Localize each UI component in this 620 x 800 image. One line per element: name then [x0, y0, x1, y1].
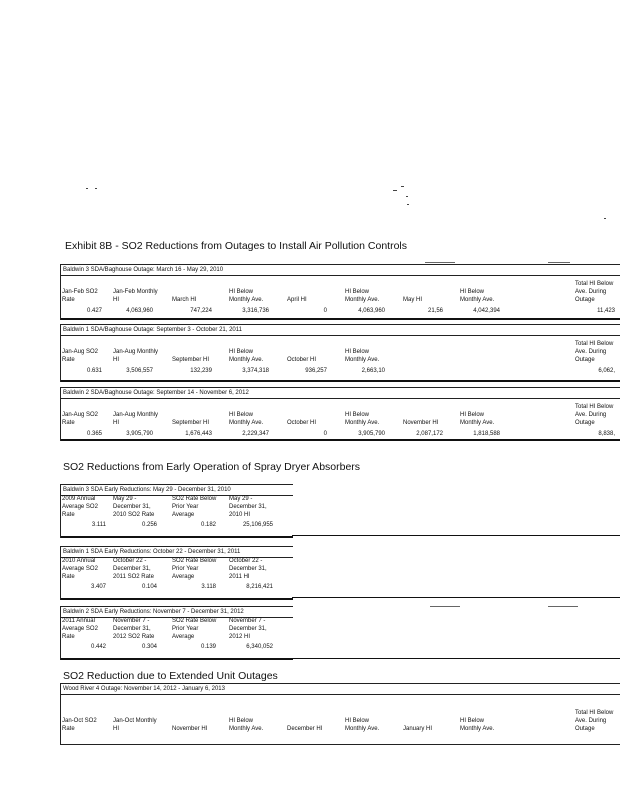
table-cell: 11,423 — [597, 308, 615, 314]
column-header: HI Below Monthly Ave. — [345, 718, 380, 732]
table-cell: 0.365 — [86, 431, 102, 437]
table-cell: 4,063,960 — [126, 308, 153, 314]
exhibit-title: Exhibit 8B - SO2 Reductions from Outages to Install Air Pollution Controls — [65, 240, 407, 252]
block-bottom-bar — [61, 598, 293, 600]
table-cell: 3,374,318 — [242, 368, 269, 374]
column-header: 2009 Annual Average SO2 Rate — [62, 496, 98, 518]
block-rule — [548, 606, 578, 607]
column-header: HI Below Monthly Ave. — [229, 349, 264, 363]
column-header: HI Below Monthly Ave. — [460, 289, 495, 303]
block-header: Baldwin 2 SDA/Baghouse Outage: September 14 - November 6, 2012 — [61, 388, 620, 399]
column-header: Jan-Aug SO2 Rate — [62, 349, 99, 363]
scan-speck — [95, 188, 97, 189]
table-cell: 0 — [323, 431, 327, 437]
column-header: Jan-Oct Monthly HI — [113, 718, 157, 732]
table-cell: 25,106,955 — [242, 522, 273, 528]
table-cell: 132,239 — [190, 368, 212, 374]
column-header: November 7 - December 31, 2012 SO2 Rate — [113, 618, 155, 640]
column-header: HI Below Monthly Ave. — [229, 412, 264, 426]
table-cell: 8,216,421 — [246, 584, 273, 590]
table-cell: 0.256 — [141, 522, 157, 528]
column-header: December HI — [287, 726, 323, 732]
table-cell: 2,087,172 — [416, 431, 443, 437]
column-header: Total HI Below Ave. During Outage — [575, 341, 614, 363]
table-cell: 2,663,10 — [361, 368, 385, 374]
block-header: Wood River 4 Outage: November 14, 2012 - January 6, 2013 — [61, 684, 620, 695]
table-cell: 3.111 — [91, 522, 106, 528]
column-header: Jan-Feb SO2 Rate — [62, 289, 98, 303]
column-header: September HI — [172, 420, 210, 426]
table-cell: 3,905,790 — [126, 431, 153, 437]
table-cell: 3,316,736 — [242, 308, 269, 314]
column-header: Total HI Below Ave. During Outage — [575, 404, 614, 426]
column-header: May 29 - December 31, 2010 SO2 Rate — [113, 496, 155, 518]
table-cell: 747,224 — [190, 308, 212, 314]
table-cell: 1,676,443 — [185, 431, 212, 437]
column-header: 2011 Annual Average SO2 Rate — [62, 618, 98, 640]
column-header: 2010 Annual Average SO2 Rate — [62, 558, 98, 580]
section2-title: SO2 Reductions from Early Operation of Spray Dryer Absorbers — [63, 461, 361, 473]
block-bottom-bar — [61, 658, 293, 660]
column-header: SO2 Rate Below Prior Year Average — [172, 496, 217, 518]
column-header: HI Below Monthly Ave. — [460, 718, 495, 732]
table-cell: 0.139 — [200, 644, 216, 650]
column-header: Jan-Aug Monthly HI — [113, 349, 159, 363]
column-header: September HI — [172, 357, 210, 363]
extended-block — [60, 683, 620, 745]
block-header: Baldwin 1 SDA Early Reductions: October 22 - December 31, 2011 — [61, 547, 293, 558]
section3-title: SO2 Reduction due to Extended Unit Outages — [63, 670, 278, 682]
column-header: HI Below Monthly Ave. — [345, 349, 380, 363]
column-header: HI Below Monthly Ave. — [460, 412, 495, 426]
table-cell: 4,063,960 — [358, 308, 385, 314]
block-header: Baldwin 3 SDA/Baghouse Outage: March 16 - May 29, 2010 — [61, 265, 620, 276]
table-cell: 936,257 — [305, 368, 327, 374]
column-header: November 7 - December 31, 2012 HI — [229, 618, 267, 640]
block-bottom-bar — [61, 380, 620, 382]
table-cell: 0.104 — [141, 584, 157, 590]
table-cell: 8,838, — [598, 431, 615, 437]
column-header: SO2 Rate Below Prior Year Average — [172, 618, 217, 640]
table-cell: 3.407 — [90, 584, 106, 590]
block-rule — [292, 597, 620, 598]
block-bottom-bar — [61, 318, 620, 320]
column-header: HI Below Monthly Ave. — [229, 718, 264, 732]
scan-speck — [401, 186, 404, 187]
table-cell: 0.182 — [200, 522, 216, 528]
column-header: April HI — [287, 297, 307, 303]
column-header: Total HI Below Ave. During Outage — [575, 281, 614, 303]
block-header: Baldwin 2 SDA Early Reductions: November 7 - December 31, 2012 — [61, 607, 293, 618]
column-header: Total HI Below Ave. During Outage — [575, 710, 614, 732]
column-header: Jan-Feb Monthly HI — [113, 289, 158, 303]
table-cell: 0.442 — [90, 644, 106, 650]
header-rule — [425, 262, 455, 263]
column-header: May 29 - December 31, 2010 HI — [229, 496, 267, 518]
block-rule — [292, 658, 620, 659]
table-cell: 0 — [323, 308, 327, 314]
table-cell: 3.118 — [201, 584, 216, 590]
scan-speck — [407, 204, 409, 205]
header-rule — [548, 262, 570, 263]
block-bottom-bar — [61, 536, 293, 538]
block-rule — [430, 606, 460, 607]
table-cell: 0.631 — [86, 368, 102, 374]
block-header: Baldwin 3 SDA Early Reductions: May 29 - December 31, 2010 — [61, 485, 293, 496]
column-header: October HI — [287, 420, 317, 426]
table-cell: 0.427 — [86, 308, 102, 314]
table-cell: 2,229,347 — [242, 431, 269, 437]
scan-speck — [604, 218, 606, 219]
table-cell: 0.304 — [141, 644, 157, 650]
block-bottom-bar — [61, 439, 620, 441]
column-header: October 22 - December 31, 2011 HI — [229, 558, 267, 580]
column-header: October 22 - December 31, 2011 SO2 Rate — [113, 558, 154, 580]
scan-speck — [406, 196, 408, 197]
table-cell: 6,340,052 — [246, 644, 273, 650]
column-header: January HI — [403, 726, 433, 732]
table-cell: 1,818,588 — [473, 431, 500, 437]
column-header: HI Below Monthly Ave. — [345, 289, 380, 303]
scan-speck — [393, 190, 397, 191]
column-header: October HI — [287, 357, 317, 363]
table-cell: 6,062, — [598, 368, 615, 374]
column-header: November HI — [403, 420, 439, 426]
table-cell: 4,042,394 — [473, 308, 500, 314]
column-header: Jan-Aug SO2 Rate — [62, 412, 99, 426]
column-header: November HI — [172, 726, 208, 732]
column-header: May HI — [403, 297, 423, 303]
column-header: March HI — [172, 297, 197, 303]
column-header: SO2 Rate Below Prior Year Average — [172, 558, 217, 580]
column-header: HI Below Monthly Ave. — [345, 412, 380, 426]
column-header: Jan-Aug Monthly HI — [113, 412, 159, 426]
table-cell: 3,506,557 — [126, 368, 153, 374]
block-header: Baldwin 1 SDA/Baghouse Outage: September 3 - October 21, 2011 — [61, 325, 620, 336]
table-cell: 3,905,790 — [358, 431, 385, 437]
column-header: Jan-Oct SO2 Rate — [62, 718, 97, 732]
table-cell: 21,56 — [427, 308, 443, 314]
scan-speck — [86, 188, 88, 189]
column-header: HI Below Monthly Ave. — [229, 289, 264, 303]
block-rule — [292, 535, 620, 536]
